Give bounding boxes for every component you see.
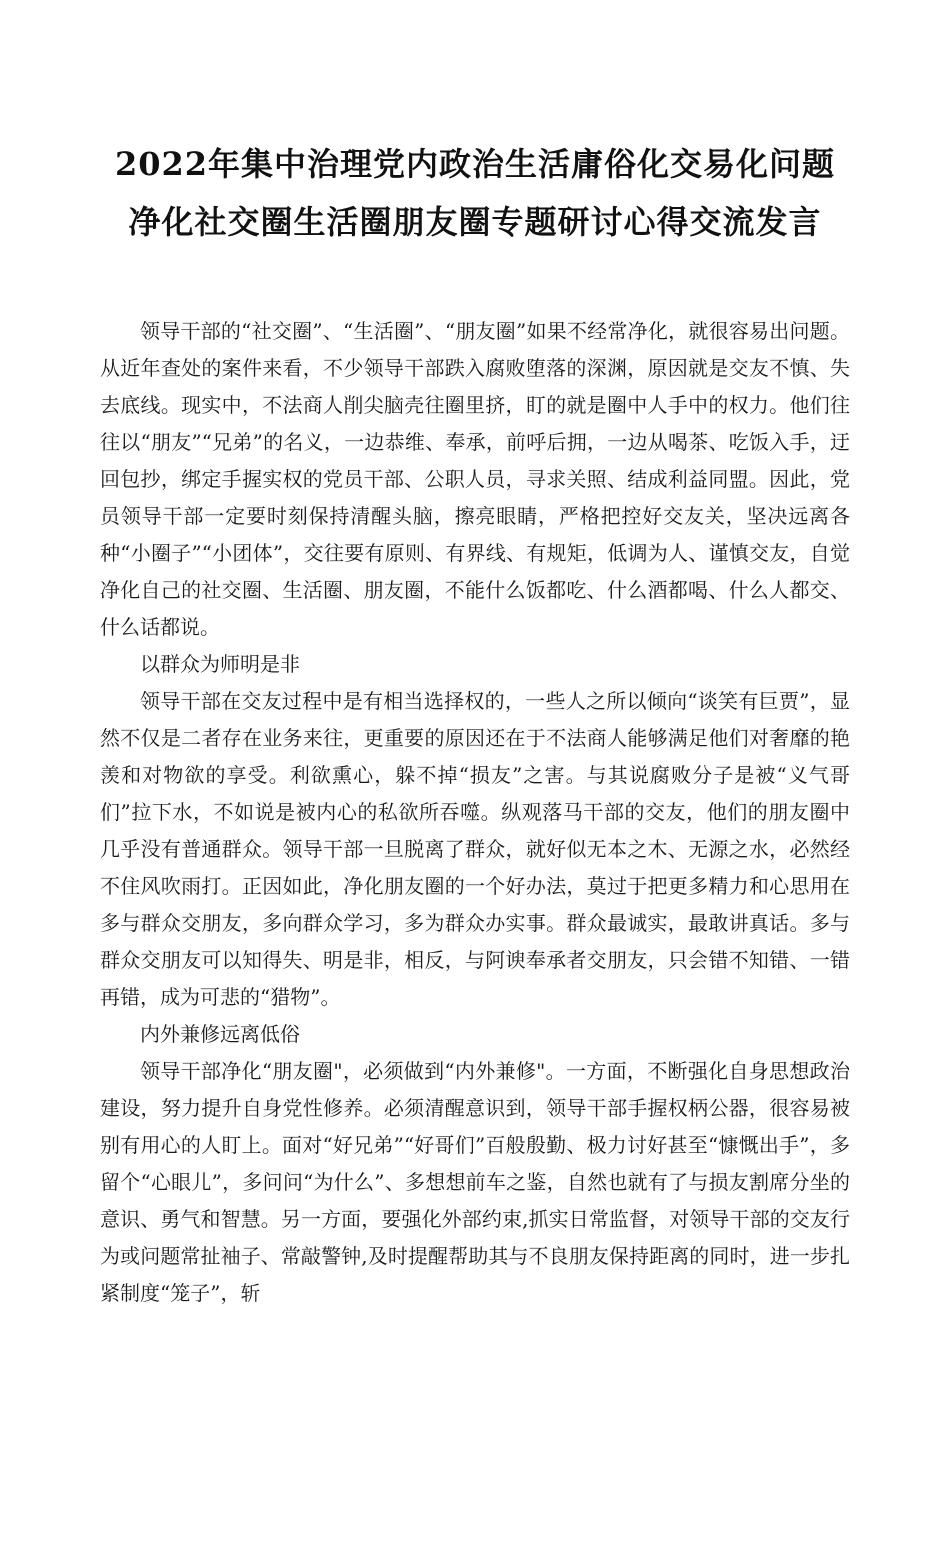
paragraph-cultivation: 领导干部净化“朋友圈"，必须做到“内外兼修"。一方面，不断强化自身思想政治建设，努力提升自身党性修养。必须清醒意识到，领导干部手握权柄公器，很容易被别有用心的人盯上。面对“好兄弟”“好哥们”百般殷勤、极力讨好甚至“慷慨出手”，多留个“心眼儿”，多问问“为什么”、多想想前车之鉴，自然也就有了与损友割席分坐的意识、勇气和智慧。另一方面，要强化外部约束,抓实日常监督，对领导干部的交友行为或问题常扯袖子、常敲警钟,及时提醒帮助其与不良朋友保持距离的同时，进一步扎紧制度“笼子”，斩 [100, 1059, 850, 1305]
paragraph-intro: 领导干部的“社交圈”、“生活圈”、“朋友圈”如果不经常净化，就很容易出问题。从近年查处的案件来看，不少领导干部跌入腐败堕落的深渊，原因就是交友不慎、失去底线。现实中，不法商人削尖脑壳往圈里挤，盯的就是圈中人手中的权力。他们往往以“朋友”“兄弟”的名义，一边恭维、奉承，前呼后拥，一边从喝茶、吃饭入手，迂回包抄，绑定手握实权的党员干部、公职人员，寻求关照、结成利益同盟。因此，党员领导干部一定要时刻保持清醒头脑，擦亮眼睛，严格把控好交友关，坚决远离各种“小圈子”“小团体”，交往要有原则、有界线、有规矩，低调为人、谨慎交友，自觉净化自己的社交圈、生活圈、朋友圈，不能什么饭都吃、什么酒都喝、什么人都交、什么话都说。 [100, 319, 850, 639]
document-body [100, 313, 850, 1312]
section-heading-cultivation: 内外兼修远离低俗 [140, 1022, 300, 1046]
paragraph-masses: 领导干部在交友过程中是有相当选择权的，一些人之所以倾向“谈笑有巨贾”，显然不仅是二者存在业务来往，更重要的原因还在于不法商人能够满足他们对奢靡的艳羡和对物欲的享受。利欲熏心，躲不掉“损友”之害。与其说腐败分子是被“义气哥们”拉下水，不如说是被内心的私欲所吞噬。纵观落马干部的交友，他们的朋友圈中几乎没有普通群众。领导干部一旦脱离了群众，就好似无本之木、无源之水，必然经不住风吹雨打。正因如此，净化朋友圈的一个好办法，莫过于把更多精力和心思用在多与群众交朋友，多向群众学习，多为群众办实事。群众最诚实，最敢讲真话。多与群众交朋友可以知得失、明是非，相反，与阿谀奉承者交朋友，只会错不知错、一错再错，成为可悲的“猎物”。 [100, 689, 850, 1009]
document-title-line-2: 净化社交圈生活圈朋友圈专题研讨心得交流发言 [128, 203, 822, 241]
document-title-line-1: 2022年集中治理党内政治生活庸俗化交易化问题 [114, 145, 836, 183]
section-heading-masses: 以群众为师明是非 [140, 652, 300, 676]
